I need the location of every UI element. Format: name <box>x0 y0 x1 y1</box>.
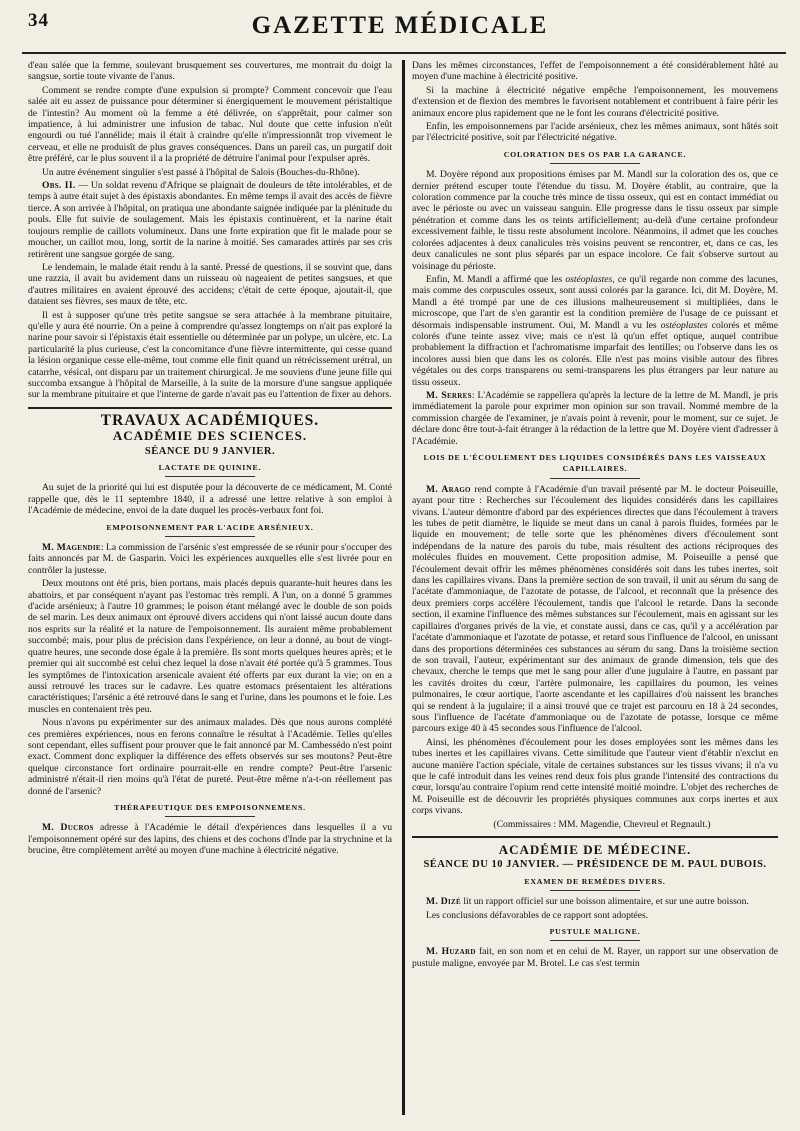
italic-term: ostéoplastes <box>565 273 613 285</box>
paragraph: Enfin, les empoisonnemens par l'acide arsénieux, chez les mêmes animaux, sont hâtés soit par l'électricité positive, soit par l'électricité négative. <box>412 121 778 144</box>
paragraph <box>412 896 778 907</box>
section-title: TRAVAUX ACADÉMIQUES. <box>100 411 320 429</box>
paragraph <box>412 274 778 388</box>
paragraph <box>28 542 392 576</box>
observation-label: Obs. II. <box>42 180 76 192</box>
left-column <box>28 60 392 1115</box>
subsection-heading: THÉRAPEUTIQUE DES EMPOISONNEMENS. <box>114 802 306 812</box>
paragraph-text: rend compte à l'Académie d'un travail présenté par M. le docteur Poiseuille, ayant pour titre : Recherches sur l'écoulement des liquides considérés dans les capillaires vivans. L'auteur démontre d'abord par des expériences directes que dans l'écoulement à travers les tubes de petit diamètre, le liquide se meut dans un canal à parois fluides, formées par le liquide en mouvement; de telle sorte que les phénomènes divers d'écoulement sont indépendans de la nature des parois du tube, mais résultent des actions réciproques des molécules fluides en mouvement. Cette proposition admise, M. Poiseuille a pensé que l'écoulement devait offrir les mêmes phénomènes considérés soit dans les tubes inertes, soit dans les capillaires vivans. Dans la première section de son travail, il unit au sérum du sang de l'acétate d'ammoniaque, de l'azotate de potasse, de l'alcool, et reconnaît que la présence des deux premiers corps accélère l'écoulement, tandis que l'alcool le retarde. Dans la seconde section, il examine l'influence des mêmes substances sur l'écoulement, mais en agissant sur les capillaires d'organes privés de la vie, et constate aussi, dans ce cas, qu'il y a accélération par l'acétate d'ammoniaque et l'azotate de potasse, et retard sous l'influence de l'alcool, en unissant dans des proportions déterminées ces substances au sérum du sang. Dans la troisième section de son travail, l'auteur, expérimentant sur des animaux de grande dimension, tels que des chevaux, cherche le temps que met le sang pour aller d'une jugulaire à l'autre, en passant par les cavités droites du cœur, l'artère pulmonaire, les capillaires du poumon, les veines pulmonaires, le cœur aortique, l'aorte ascendante et les capillaires d'où naissent les branches qui se rendent à la jugulaire; il a ainsi trouvé que ce trajet est parcouru en 18 à 24 secondes, sous l'influence de l'acétate d'ammoniaque ou de l'azotate de potasse, lorsque ce même parcours exige 40 à 45 secondes sous l'influence de l'alcool. <box>412 483 778 735</box>
paragraph-text: fait, en son nom et en celui de M. Rayer, un rapport sur une observation de pustule maligne, envoyée par M. Brotel. Le cas s'est termin <box>412 946 778 969</box>
heading-underline <box>550 478 640 479</box>
paragraph <box>412 484 778 735</box>
paragraph-text: : L'Académie se rappellera qu'après la lecture de la lettre de M. Mandl, je pris immédiatement la parole pour exprimer mon opinion sur son travail. Nommé membre de la commission chargée de l'examiner, je n'avais point à revenir, pour le moment, sur ce sujet. Je déclare donc être tout-à-fait étranger à la rédaction de la lettre que M. Doyère vient d'adresser à l'Académie. <box>412 389 778 447</box>
subsection-heading: EMPOISONNEMENT PAR L'ACIDE ARSÉNIEUX. <box>106 522 314 532</box>
paragraph: Au sujet de la priorité qui lui est disputée pour la découverte de ce médicament, M. Conté rappelle que, dès le 11 septembre 1840, il a adressé une lettre relative à son emploi à l'Académie de médecine, envoi de la date duquel les procès-verbaux font foi. <box>28 482 392 517</box>
paragraph: Nous n'avons pu expérimenter sur des animaux malades. Dès que nous aurons complété ces premières expériences, nous en ferons connaître le résultat à l'Académie. Telles qu'elles sont cependant, elles suffisent pour prouver que le fait annoncé par M. Cambessédo n'est point exact. Comment donc expliquer la différence des effets observés sur ses moutons? Peut-être quelque circonstance fort ordinaire pourrait-elle en rendre compte? Peut-être l'arsenic administré n'était-il rien moins qu'à l'état de pureté. Peut-être même n'a-t-on réellement pas donné de l'arsenic? <box>28 717 392 797</box>
heading-underline <box>550 890 640 891</box>
session-title: SÉANCE DU 9 JANVIER. <box>144 445 276 457</box>
paragraph <box>28 822 392 856</box>
heading-underline <box>550 163 640 164</box>
paragraph: Le lendemain, le malade était rendu à la santé. Pressé de questions, il se souvint que, dans une razzia, il avait bu avidement dans un ruisseau où nageaient de petites sangsues, et que d'autres militaires en avaient éprouvé des accidens; c'était de cette époque, ajoutait-il, que dataient ses fièvres, ses maux de tête, etc. <box>28 261 392 308</box>
heading-underline <box>165 816 255 817</box>
paragraph-text: — Un soldat revenu d'Afrique se plaignait de douleurs de tête intolérables, et de temps à autre était sujet à des épistaxis abondantes. En même temps il avait des accès de fièvre tierce. A son arrivée à l'hôpital, on pratiqua une abondante saignée indiquée par la plénitude du pouls. Elle fut suivie de soulagement. Mais les épistaxis continuèrent, et la narine était toujours remplie de caillots volumineux. Dans une forte expiration que fit le malade pour se moucher, un caillot mou, long, sortit de la narine à moitié. Ses camarades attirés par ses cris retirèrent une sangsue gorgée de sang. <box>28 180 392 260</box>
session-title: SÉANCE DU 10 JANVIER. — PRÉSIDENCE DE M. PAUL DUBOIS. <box>423 859 767 871</box>
paragraph-text: adresse à l'Académie le détail d'expériences dans lesquelles il a vu l'empoisonnement opéré sur des lapins, des chiens et des cochons d'Inde par la strychnine et la brucine, être complètement arrêté au moyen d'une machine à électricité négative. <box>28 822 392 857</box>
header-rule <box>22 52 786 54</box>
paragraph: Ainsi, les phénomènes d'écoulement pour les doses employées sont les mêmes dans les tubes inertes et les capillaires vivans. Cette similitude que l'auteur vient d'établir n'exclut en aucune manière l'action spéciale, vitale de certaines substances sur les tissus vivans; il n'a vu que le café introduit dans les veines rend deux fois plus grande l'intensité des contractions du cœur, lorsqu'au contraire l'opium rend cette intensité moitié moindre. L'objet des recherches de M. Poiseuille est de découvrir les propriétés physiques communes aux corps inertes et aux corps vivans. <box>412 736 778 817</box>
page-number: 34 <box>28 10 49 31</box>
subsection-heading: EXAMEN DE REMÈDES DIVERS. <box>524 876 666 886</box>
section-divider <box>412 836 778 838</box>
paragraph <box>412 946 778 969</box>
paragraph: Il est à supposer qu'une très petite sangsue se sera attachée à la membrane pituitaire, qu'elle y aura été nourrie. On a peine à comprendre qu'assez longtemps on n'ait pas exploré la narine pour savoir si l'épistaxis était essentielle ou déterminée par un polype, un ulcère, etc. La particularité la plus curieuse, c'est la concomitance d'une fièvre intermittente, qui cesse quand la lésion organique cesse elle-même, tout comme elle finit quand un rétrécissement urétral, un catarrhe, vésical, ont disparu par un traitement chirurgical. Je me souviens d'une jeune fille qui succomba exsangue à l'hôpital de Marseille, à la suite de la morsure d'une sangsue appliquée sur la membrane pituitaire et que l'interne de garde n'avait pas eu l'attention de fixer au dehors. <box>28 309 392 401</box>
paragraph <box>412 390 778 447</box>
subsection-heading: PUSTULE MALIGNE. <box>549 927 641 937</box>
column-divider <box>402 60 405 1115</box>
paragraph <box>28 180 392 260</box>
subsection-heading: LACTATE DE QUININE. <box>158 463 262 472</box>
right-column <box>412 60 778 1115</box>
italic-term: ostéoplastes <box>660 319 708 331</box>
heading-underline <box>550 940 640 941</box>
paragraph: Un autre événement singulier s'est passé à l'hôpital de Salois (Bouches-du-Rhône). <box>42 166 360 178</box>
academy-title: ACADÉMIE DE MÉDECINE. <box>498 842 692 857</box>
paragraph-text: , ce qu'il regarde non comme des lacunes, mais comme des corpuscules osseux, sont aussi colorés par la garance. Ici, dit M. Doyère, M. Mandl a été trompé par une de ces illusions malheureusement si multipliées, dans le microscope, que l'art de s'en garantir est la condition première de l'usage de ce puissant et désormais indispensable instrument. Oui, M. Mandl a vu les <box>412 273 778 331</box>
speaker-name: M. Dizé <box>426 896 461 908</box>
commissioners-note: (Commissaires : MM. Magendie, Chevreul et Regnault.) <box>493 818 711 830</box>
paragraph-text: lit un rapport officiel sur une boisson alimentaire, et sur une autre boisson. <box>463 896 749 908</box>
heading-underline <box>165 536 255 537</box>
paragraph: M. Doyère répond aux propositions émises par M. Mandl sur la coloration des os, que ce dernier prétend escuper toute l'étendue du tissu. M. Doyère établit, au contraire, que la coloration commence par la couche très mince de tissu osseux, qui est en contact immédiat ou avec le périoste ou avec un vaisseau sanguin. Elle progresse dans le tissu osseux par simple pénétration et comme dans les os teints artificiellement; au-delà d'une certaine profondeur excessivement faible, le tissu reste absolument incolore. Néanmoins, il admet que les couches colorées adjacentes à deux canalicules très voisins peuvent se rencontrer, et, dans ce cas, les deux canalicules ne sont plus séparés par un espace incolore. Ce fait s'observe surtout au voisinage du périoste. <box>412 169 778 272</box>
paragraph: Comment se rendre compte d'une expulsion si prompte? Comment concevoir que l'eau salée ait eu assez de puissance pour déterminer si énergiquement le mouvement péristaltique de l'intestin? Au moment où la femme a été délivrée, on s'apprêtait, pour calmer son impatience, à lui administrer une infusion de tabac. Nul doute que cette infusion n'eût engourdi ou tué l'annélide; mais il était à craindre qu'elle n'impressionnât trop vivement le cerveau, et elle ne produisît de plus graves conséquences. Dans un pareil cas, un purgatif doit être préféré, car le plus souvent il a la propriété de détruire l'animal pour l'expulser après. <box>28 84 392 165</box>
heading-underline <box>165 476 255 477</box>
speaker-name: M. Ducros <box>42 822 94 834</box>
speaker-name: M. Serres <box>426 389 472 401</box>
speaker-name: M. Magendie <box>42 542 101 554</box>
paragraph: Les conclusions défavorables de ce rapport sont adoptées. <box>426 909 649 921</box>
section-divider <box>28 407 392 409</box>
speaker-name: M. Arago <box>426 483 471 495</box>
paragraph: d'eau salée que la femme, soulevant brusquement ses couvertures, me montrait du doigt la sangsue, sortie toute vivante de l'anus. <box>28 60 392 83</box>
paragraph-text: colorés et même colorés d'une teinte assez vive; mais ce n'est là qu'un effet optique, auquel contribue probablement la diffraction et l'achromatisme imparfait des lentilles; ou l'observe dans les os incolores aussi bien que dans les os colorés. Elle n'est pas moins visible autour des fibres végétales ou des corps transparens ou semi-transparens les plus étrangers par leur nature au tissu osseux. <box>412 319 778 388</box>
journal-title: GAZETTE MÉDICALE <box>251 12 549 39</box>
subsection-heading: LOIS DE L'ÉCOULEMENT DES LIQUIDES CONSIDÉRÉS DANS LES VAISSEAUX CAPILLAIRES. <box>423 453 767 474</box>
subsection-heading: COLORATION DES OS PAR LA GARANCE. <box>503 149 687 159</box>
speaker-name: M. Huzard <box>426 946 476 958</box>
paragraph: Deux moutons ont été pris, bien portans, mais placés depuis quarante-huit heures dans les abattoirs, et par conséquent n'ayant pas l'estomac très rempli. A l'un, on a donné 5 grammes d'acide arsénieux; à l'autre 10 grammes; le poison étant mélangé avec le double de son poids de sel marin. Les deux animaux ont éprouvé divers accidens qui n'ont laissé aucun doute dans nos esprits sur la réalité et la nature de l'empoisonnement. Ils auraient même probablement succombé; mais, pour plus de précision dans l'expérience, on leur a donné, au bout de vingt-quatre heures, une seconde dose égale à la première. Ils sont morts quelques heures après; et le premier qui ait succombé est celui chez lequel la dose n'avait été portée qu'à 5 grammes. Tous les symptômes de l'intoxication arsenicale avaient été offerts par eux durant la vie; on en a aussi retrouvé les traces sur le cadavre. Les quatre estomacs présentaient les altérations caractéristiques; l'arsénic a été retrouvé dans le sang et l'urine, dans les poumons et le foie. Les muscles en contenaient très peu. <box>28 578 392 715</box>
masthead <box>0 0 800 62</box>
paragraph: Dans les mêmes circonstances, l'effet de l'empoisonnement a été considérablement hâté au moyen d'une machine à électricité positive. <box>412 60 778 83</box>
academy-title: ACADÉMIE DES SCIENCES. <box>112 428 308 444</box>
paragraph-text: : La commission de l'arsénic s'est empressée de se réunir pour s'occuper des faits annoncés par M. de Gasparin. Voici les expériences auxquelles elle s'est livrée pour en contrôler la justesse. <box>28 542 392 576</box>
paragraph-text: Enfin, M. Mandl a affirmé que les <box>426 273 566 285</box>
paragraph: Si la machine à électricité négative empêche l'empoisonnement, les mouvemens d'extension et de flexion des membres le favorisent notablement et contribuent à faire périr les animaux encore plus rapidement que ne le font les courans d'électricité positive. <box>412 84 778 119</box>
